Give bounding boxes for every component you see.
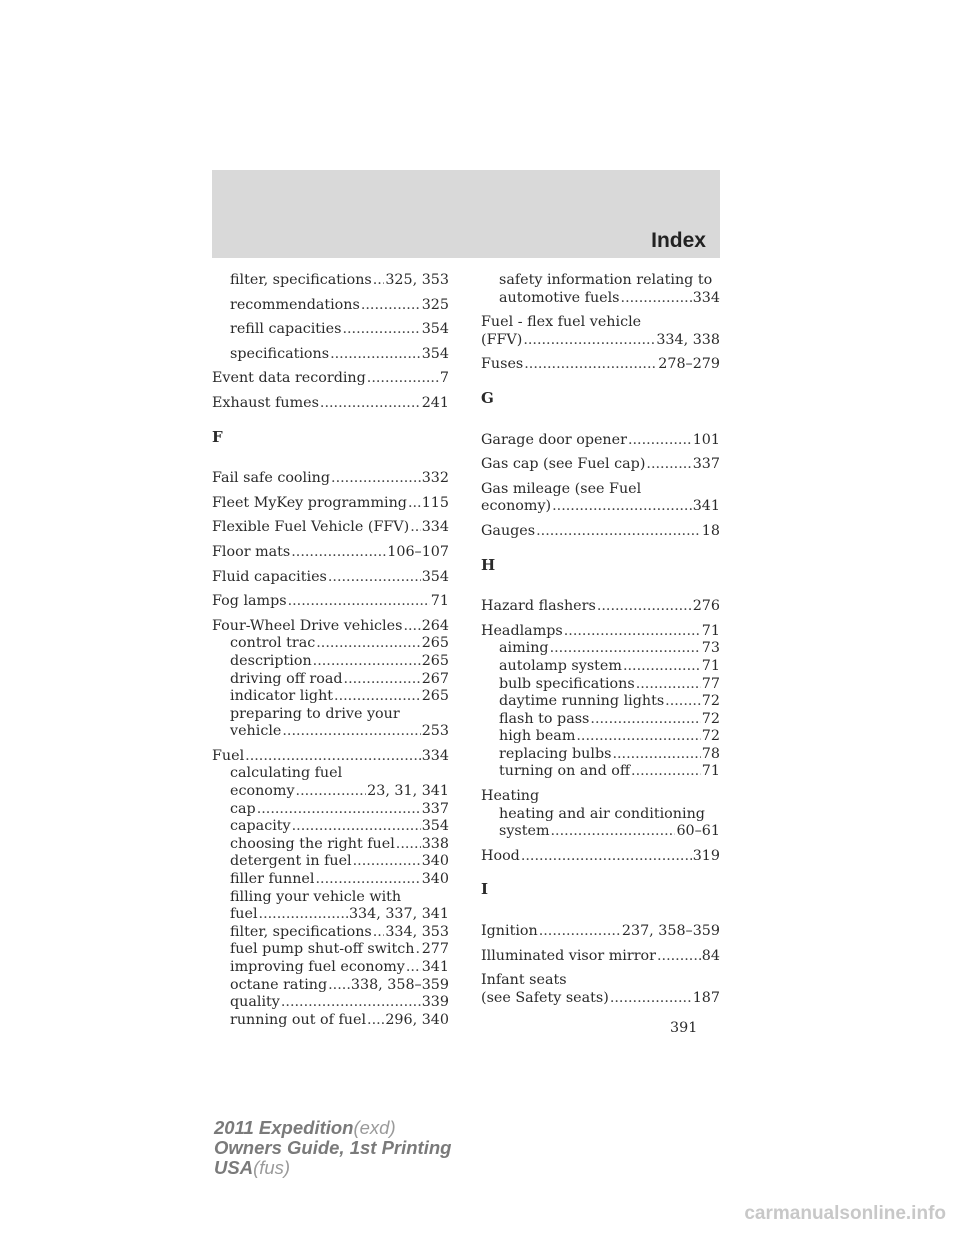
entry-text: Exhaust fumes	[212, 394, 319, 411]
dot-leader	[373, 924, 385, 942]
subentry-text: choosing the right fuel	[230, 835, 395, 852]
page-ref: 354	[421, 345, 449, 362]
entry-text: Garage door opener	[481, 431, 627, 448]
page-ref: 338	[421, 835, 449, 852]
dot-leader	[406, 959, 421, 977]
entry-text: Headlamps	[481, 622, 563, 639]
index-entry	[212, 618, 449, 741]
entry-text: Fluid capacities	[212, 568, 327, 585]
section-letter: I	[481, 880, 489, 899]
entry-text-line: safety information relating to	[499, 272, 713, 288]
subentry-line	[212, 994, 449, 1012]
page-ref: 341	[692, 498, 720, 515]
dot-leader	[408, 495, 421, 513]
page-ref: 71	[701, 763, 720, 780]
dot-leader	[539, 923, 621, 941]
index-entry	[481, 314, 720, 349]
subentry-line	[212, 346, 449, 364]
subentry-line	[481, 640, 720, 658]
entry-line	[212, 593, 449, 611]
page-ref: 72	[701, 728, 720, 745]
dot-leader	[245, 748, 421, 766]
subentry-text: indicator light	[230, 688, 334, 705]
index-entry	[212, 748, 449, 1030]
subentry-text: detergent in fuel	[230, 853, 352, 870]
dot-leader	[646, 456, 691, 474]
page-ref: 106–107	[387, 543, 449, 560]
dot-leader	[353, 853, 421, 871]
subentry-text: economy	[230, 783, 295, 800]
entry-text: Fail safe cooling	[212, 470, 331, 487]
page-ref: 71	[430, 593, 449, 610]
subentry-line	[212, 818, 449, 836]
subentry-line	[481, 290, 720, 308]
subentry-line	[212, 977, 449, 995]
dot-leader	[320, 395, 421, 413]
subentry-line	[481, 658, 720, 676]
footer-printing: Owners Guide, 1st Printing	[214, 1137, 452, 1158]
index-entry	[481, 356, 720, 374]
page-ref: 325	[421, 296, 449, 313]
index-entry	[481, 848, 720, 866]
index-entry	[481, 623, 720, 781]
section-letter: F	[212, 427, 223, 446]
subentry-text: capacity	[230, 818, 291, 835]
subentry-text: bulb specifications	[499, 675, 635, 692]
index-entry	[481, 598, 720, 616]
subentry-line	[212, 906, 449, 924]
dot-leader	[536, 523, 701, 541]
dot-leader	[523, 332, 655, 350]
header-band	[212, 170, 720, 258]
entry-text: (FFV)	[481, 331, 523, 348]
page-ref: 337	[692, 456, 720, 473]
section-title: Index	[651, 229, 706, 252]
subentry-text: filter, specifications	[230, 272, 372, 288]
page-ref: 18	[701, 522, 720, 539]
entry-text: Fuses	[481, 356, 524, 373]
page-ref: 276	[692, 598, 720, 615]
subentry-line	[212, 635, 449, 653]
index-subentry	[481, 272, 720, 307]
entry-text: Hazard flashers	[481, 598, 596, 615]
entry-line	[212, 748, 449, 766]
page-ref: 334	[692, 289, 720, 306]
subentry-text: filter, specifications	[230, 923, 372, 940]
footer-market: USA	[214, 1157, 254, 1178]
subentry-text: aiming	[499, 640, 549, 657]
subentry-line	[481, 693, 720, 711]
subentry-text: improving fuel economy	[230, 959, 405, 975]
entry-text: Four-Wheel Drive vehicles	[212, 617, 403, 634]
dot-leader	[597, 598, 692, 616]
subentry-line	[212, 653, 449, 671]
page-ref: 267	[421, 670, 449, 687]
page-ref: 7	[439, 370, 449, 387]
subentry-line	[481, 728, 720, 746]
page-ref: 354	[421, 321, 449, 338]
subentry-text: filler funnel	[230, 871, 315, 888]
dot-leader	[631, 763, 701, 781]
dot-leader	[342, 321, 420, 339]
subentry-line	[212, 801, 449, 819]
index-entry	[481, 432, 720, 450]
entry-line	[212, 544, 449, 562]
dot-leader	[521, 848, 692, 866]
index-entry	[481, 481, 720, 516]
subentry-text-line: preparing to drive your	[230, 705, 400, 722]
entry-text-line: Gas mileage (see Fuel	[481, 480, 642, 497]
entry-line	[481, 523, 720, 541]
dot-leader	[373, 272, 385, 290]
index-subentry	[212, 272, 449, 290]
subentry-line	[212, 853, 449, 871]
subentry-text: refill capacities	[230, 321, 342, 338]
page-ref: 71	[701, 657, 720, 674]
dot-leader	[590, 711, 700, 729]
dot-leader	[636, 676, 701, 694]
entry-text: Fuel	[212, 747, 245, 764]
dot-leader	[657, 948, 701, 966]
dot-leader	[610, 990, 692, 1008]
page-ref: 71	[701, 622, 720, 639]
dot-leader	[330, 346, 421, 364]
index-entry	[212, 569, 449, 587]
dot-leader	[396, 836, 421, 854]
entry-line	[212, 569, 449, 587]
page-ref: 339	[421, 994, 449, 1011]
subentry-text-line: calculating fuel	[230, 765, 343, 782]
subentry-line	[212, 959, 449, 977]
dot-leader	[612, 746, 700, 764]
index-entry	[481, 923, 720, 941]
subentry-text: recommendations	[230, 296, 360, 313]
subentry-text: quality	[230, 994, 280, 1011]
subentry-line	[481, 746, 720, 764]
page-ref: 341	[421, 959, 449, 975]
dot-leader	[313, 653, 421, 671]
index-entry	[481, 948, 720, 966]
index-column-right	[481, 272, 720, 1014]
index-entry	[212, 470, 449, 488]
entry-line	[212, 370, 449, 388]
entry-text: economy)	[481, 498, 552, 515]
entry-line	[212, 470, 449, 488]
dot-leader	[296, 783, 367, 801]
entry-line	[481, 598, 720, 616]
entry-text: (see Safety seats)	[481, 989, 609, 1006]
entry-line	[481, 332, 720, 350]
dot-leader	[665, 693, 701, 711]
dot-leader	[628, 432, 692, 450]
subentry-text: turning on and off	[499, 763, 631, 780]
entry-text: Floor mats	[212, 543, 291, 560]
entry-line	[481, 923, 720, 941]
page-ref: 334, 353	[385, 923, 449, 940]
page-ref: 334	[421, 519, 449, 536]
dot-leader	[288, 593, 430, 611]
entry-text-line: Fuel - flex fuel vehicle	[481, 314, 642, 331]
subentry-line	[212, 297, 449, 315]
dot-leader	[552, 498, 692, 516]
page-ref: 60–61	[676, 823, 720, 840]
subentry-line	[212, 924, 449, 942]
subentry-line	[212, 671, 449, 689]
dot-leader	[361, 297, 421, 315]
index-entry	[481, 788, 720, 841]
index-entry	[212, 519, 449, 537]
dot-leader	[259, 906, 348, 924]
dot-leader	[564, 623, 701, 641]
entry-line	[481, 948, 720, 966]
subentry-line	[212, 321, 449, 339]
entry-line	[481, 432, 720, 450]
subentry-line	[481, 711, 720, 729]
page-ref: 101	[692, 431, 720, 448]
entry-text: Gauges	[481, 522, 536, 539]
page-ref: 73	[701, 640, 720, 657]
entry-line	[212, 395, 449, 413]
page-ref: 265	[421, 635, 449, 652]
subentry-text: cap	[230, 800, 256, 817]
subentry-line	[212, 871, 449, 889]
entry-text: Illuminated visor mirror	[481, 947, 656, 964]
dot-leader	[315, 871, 420, 889]
entry-line	[481, 498, 720, 516]
index-entry	[212, 395, 449, 413]
page-ref: 332	[421, 470, 449, 487]
page-ref: 296, 340	[385, 1011, 449, 1028]
subentry-text: autolamp system	[499, 657, 622, 674]
page-ref: 241	[421, 394, 449, 411]
dot-leader	[367, 370, 439, 388]
index-entry	[212, 544, 449, 562]
subentry-line	[481, 763, 720, 781]
page-ref: 77	[701, 675, 720, 692]
subentry-text: replacing bulbs	[499, 745, 612, 762]
dot-leader	[524, 356, 657, 374]
page-ref: 334, 338	[656, 331, 720, 348]
subentry-line	[481, 823, 720, 841]
subentry-line	[212, 723, 449, 741]
page-ref: 253	[421, 723, 449, 740]
page-ref: 237, 358–359	[621, 923, 720, 940]
entry-line	[481, 623, 720, 641]
index-entry	[212, 370, 449, 388]
index-entry	[481, 456, 720, 474]
dot-leader	[292, 818, 421, 836]
subentry-text: daytime running lights	[499, 693, 665, 710]
subentry-text: driving off road	[230, 670, 343, 687]
entry-text: Ignition	[481, 923, 538, 940]
entry-line	[481, 356, 720, 374]
page-ref: 72	[701, 710, 720, 727]
page-ref: 278–279	[658, 356, 720, 373]
index-entry	[481, 972, 720, 1007]
dot-leader	[328, 569, 421, 587]
entry-line	[212, 519, 449, 537]
entry-line	[212, 495, 449, 513]
page-ref: 264	[421, 617, 449, 634]
entry-text-line: Infant seats	[481, 972, 567, 989]
index-entry	[481, 523, 720, 541]
subentry-text: automotive fuels	[499, 289, 620, 306]
subentry-line	[212, 783, 449, 801]
page-ref: 338, 358–359	[350, 976, 449, 993]
page-ref: 78	[701, 745, 720, 762]
dot-leader	[331, 470, 421, 488]
page-ref: 334	[421, 747, 449, 764]
page-ref: 265	[421, 652, 449, 669]
section-letter: H	[481, 555, 496, 574]
page-ref: 23, 31, 341	[367, 783, 449, 800]
entry-text: Event data recording	[212, 370, 366, 387]
page-ref: 277	[421, 941, 449, 958]
entry-text: Fleet MyKey programming	[212, 494, 407, 511]
dot-leader	[291, 544, 386, 562]
subentry-line	[481, 676, 720, 694]
subentry-text: control trac	[230, 635, 316, 652]
subentry-text: system	[499, 823, 550, 840]
index-entry	[212, 495, 449, 513]
page-ref: 319	[692, 847, 720, 864]
entry-line	[481, 990, 720, 1008]
dot-leader	[410, 519, 421, 537]
page-ref: 334, 337, 341	[348, 906, 449, 923]
index-subentry	[212, 297, 449, 315]
dot-leader	[576, 728, 700, 746]
page-ref: 72	[701, 693, 720, 710]
subentry-text: specifications	[230, 345, 330, 362]
dot-leader	[334, 688, 421, 706]
subentry-line	[212, 941, 449, 959]
subentry-text: description	[230, 652, 312, 669]
subentry-text: flash to pass	[499, 710, 590, 727]
subentry-line	[212, 1012, 449, 1030]
subentry-text: octane rating	[230, 976, 328, 993]
dot-leader	[344, 671, 421, 689]
entry-text: Gas cap (see Fuel cap)	[481, 456, 646, 473]
index-column-left	[212, 272, 449, 1036]
index-subentry	[212, 346, 449, 364]
page-ref: 84	[701, 947, 720, 964]
page-ref: 265	[421, 688, 449, 705]
subentry-line	[212, 272, 449, 290]
section-letter: G	[481, 388, 494, 407]
subentry-text: fuel	[230, 906, 258, 923]
index-entry	[212, 593, 449, 611]
dot-leader	[281, 994, 421, 1012]
dot-leader	[257, 801, 421, 819]
dot-leader	[623, 658, 701, 676]
dot-leader	[367, 1012, 384, 1030]
dot-leader	[282, 723, 420, 741]
footer-model: 2011 Expedition	[214, 1117, 354, 1138]
page-ref: 187	[692, 989, 720, 1006]
subentry-line	[212, 688, 449, 706]
dot-leader	[316, 635, 420, 653]
page-ref: 325, 353	[385, 272, 449, 288]
page-ref: 340	[421, 853, 449, 870]
entry-heading: Heating	[481, 788, 540, 805]
dot-leader	[415, 941, 420, 959]
footer	[214, 1118, 451, 1178]
page-ref: 337	[421, 800, 449, 817]
dot-leader	[551, 823, 676, 841]
entry-text: Fog lamps	[212, 593, 287, 610]
dot-leader	[328, 977, 350, 995]
subentry-text: running out of fuel	[230, 1011, 367, 1028]
page-ref: 115	[421, 494, 449, 511]
footer-model-code: (exd)	[353, 1117, 396, 1138]
subentry-text: vehicle	[230, 723, 282, 740]
entry-line	[481, 456, 720, 474]
entry-text: Flexible Fuel Vehicle (FFV)	[212, 519, 410, 536]
dot-leader	[621, 290, 692, 308]
page-ref: 340	[421, 871, 449, 888]
footer-market-code: (fus)	[253, 1157, 291, 1178]
entry-text: Hood	[481, 847, 520, 864]
subentry-text: fuel pump shut-off switch	[230, 941, 415, 958]
page-ref: 354	[421, 818, 449, 835]
page-ref: 354	[421, 568, 449, 585]
dot-leader	[550, 640, 701, 658]
watermark: carmanualsonline.info	[744, 1203, 946, 1224]
subentry-text: high beam	[499, 728, 576, 745]
subentry-text-line: filling your vehicle with	[230, 888, 402, 905]
page-number: 391	[670, 1020, 698, 1036]
subentry-line	[212, 836, 449, 854]
entry-line	[212, 618, 449, 636]
dot-leader	[403, 618, 420, 636]
entry-line	[481, 848, 720, 866]
subentry-text-line: heating and air conditioning	[499, 805, 705, 822]
index-subentry	[212, 321, 449, 339]
